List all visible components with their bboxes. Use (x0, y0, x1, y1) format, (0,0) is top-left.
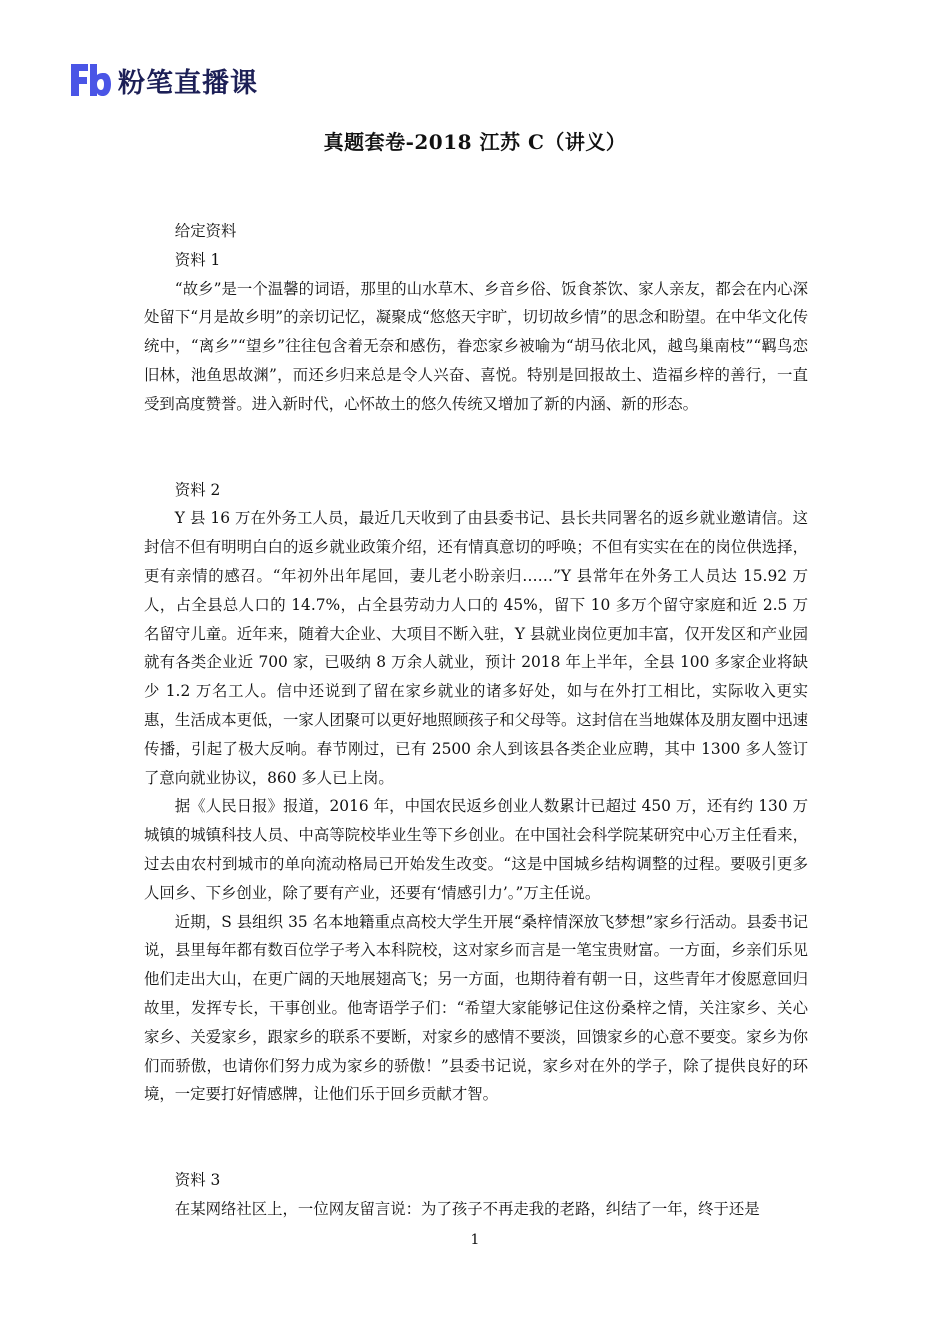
page-number: 1 (470, 1232, 480, 1248)
material-2-paragraph-1: Y 县 16 万在外务工人员，最近几天收到了由县委书记、县长共同署名的返乡就业邀请信。这封信不但有明明白白的返乡就业政策介绍，还有情真意切的呼唤；不但有实实在在的岗位供选择，更有亲情的感召。“年初外出年尾回，妻儿老小盼亲归……”Y 县常年在外务工人员达 15.92 万人，占全县总人口的 14.7%，占全县劳动力人口的 45%，留下 10 多万个留守家庭和近 2.5 万名留守儿童。近年来，随着大企业、大项目不断入驻，Y 县就业岗位更加丰富，仅开发区和产业园就有各类企业近 700 家，已吸纳 8 万余人就业，预计 2018 年上半年，全县 100 多家企业将缺少 1.2 万名工人。信中还说到了留在家乡就业的诸多好处，如与在外打工相比，实际收入更实惠，生活成本更低，一家人团聚可以更好地照顾孩子和父母等。这封信在当地媒体及朋友圈中迅速传播，引起了极大反响。春节刚过，已有 2500 余人到该县各类企业应聘，其中 1300 多人签订了意向就业协议，860 多人已上岗。 (144, 509, 808, 787)
brand-name: 粉笔直播课 (118, 67, 258, 99)
material-1-heading: 资料 1 (174, 250, 221, 269)
brand-logo (68, 60, 258, 100)
document-body (144, 217, 808, 1224)
material-1-paragraph: “故乡”是一个温馨的词语，那里的山水草木、乡音乡俗、饭食茶饮、家人亲友，都会在内心深处留下“月是故乡明”的亲切记忆，凝聚成“悠悠天宇旷，切切故乡情”的思念和盼望。在中华文化传统中，“离乡”“望乡”往往包含着无奈和感伤，眷恋家乡被喻为“胡马依北风，越鸟巢南枝”“羁鸟恋旧林，池鱼思故渊”，而还乡归来总是令人兴奋、喜悦。特别是回报故土、造福乡梓的善行，一直受到高度赞誉。进入新时代，心怀故土的悠久传统又增加了新的内涵、新的形态。 (144, 279, 808, 413)
material-2-paragraph-2: 据《人民日报》报道，2016 年，中国农民返乡创业人数累计已超过 450 万，还有约 130 万城镇的城镇科技人员、中高等院校毕业生等下乡创业。在中国社会科学院某研究中心万主任看来，过去由农村到城市的单向流动格局已开始发生改变。“这是中国城乡结构调整的过程。要吸引更多人回乡、下乡创业，除了要有产业，还要有‘情感引力’。”万主任说。 (144, 797, 808, 902)
page-title: 真题套卷-2018 江苏 C（讲义） (323, 130, 627, 154)
section-heading-given: 给定资料 (174, 222, 237, 240)
material-2-paragraph-3: 近期，S 县组织 35 名本地籍重点高校大学生开展“桑梓情深放飞梦想”家乡行活动。县委书记说，县里每年都有数百位学子考入本科院校，这对家乡而言是一笔宝贵财富。一方面，乡亲们乐见他们走出大山，在更广阔的天地展翅高飞；另一方面，也期待着有朝一日，这些青年才俊愿意回归故里，发挥专长，干事创业。他寄语学子们：“希望大家能够记住这份桑梓之情，关注家乡、关心家乡、关爱家乡，跟家乡的联系不要断，对家乡的感情不要淡，回馈家乡的心意不要变。家乡为你们而骄傲，也请你们努力成为家乡的骄傲！”县委书记说，家乡对在外的学子，除了提供良好的环境，一定要打好情感牌，让他们乐于回乡贡献才智。 (144, 912, 808, 1104)
fb-logo-icon (68, 60, 112, 100)
material-3-paragraph: 在某网络社区上，一位网友留言说：为了孩子不再走我的老路，纠结了一年，终于还是 (174, 1199, 760, 1218)
material-3-heading: 资料 3 (174, 1171, 221, 1190)
material-2-heading: 资料 2 (174, 480, 221, 499)
